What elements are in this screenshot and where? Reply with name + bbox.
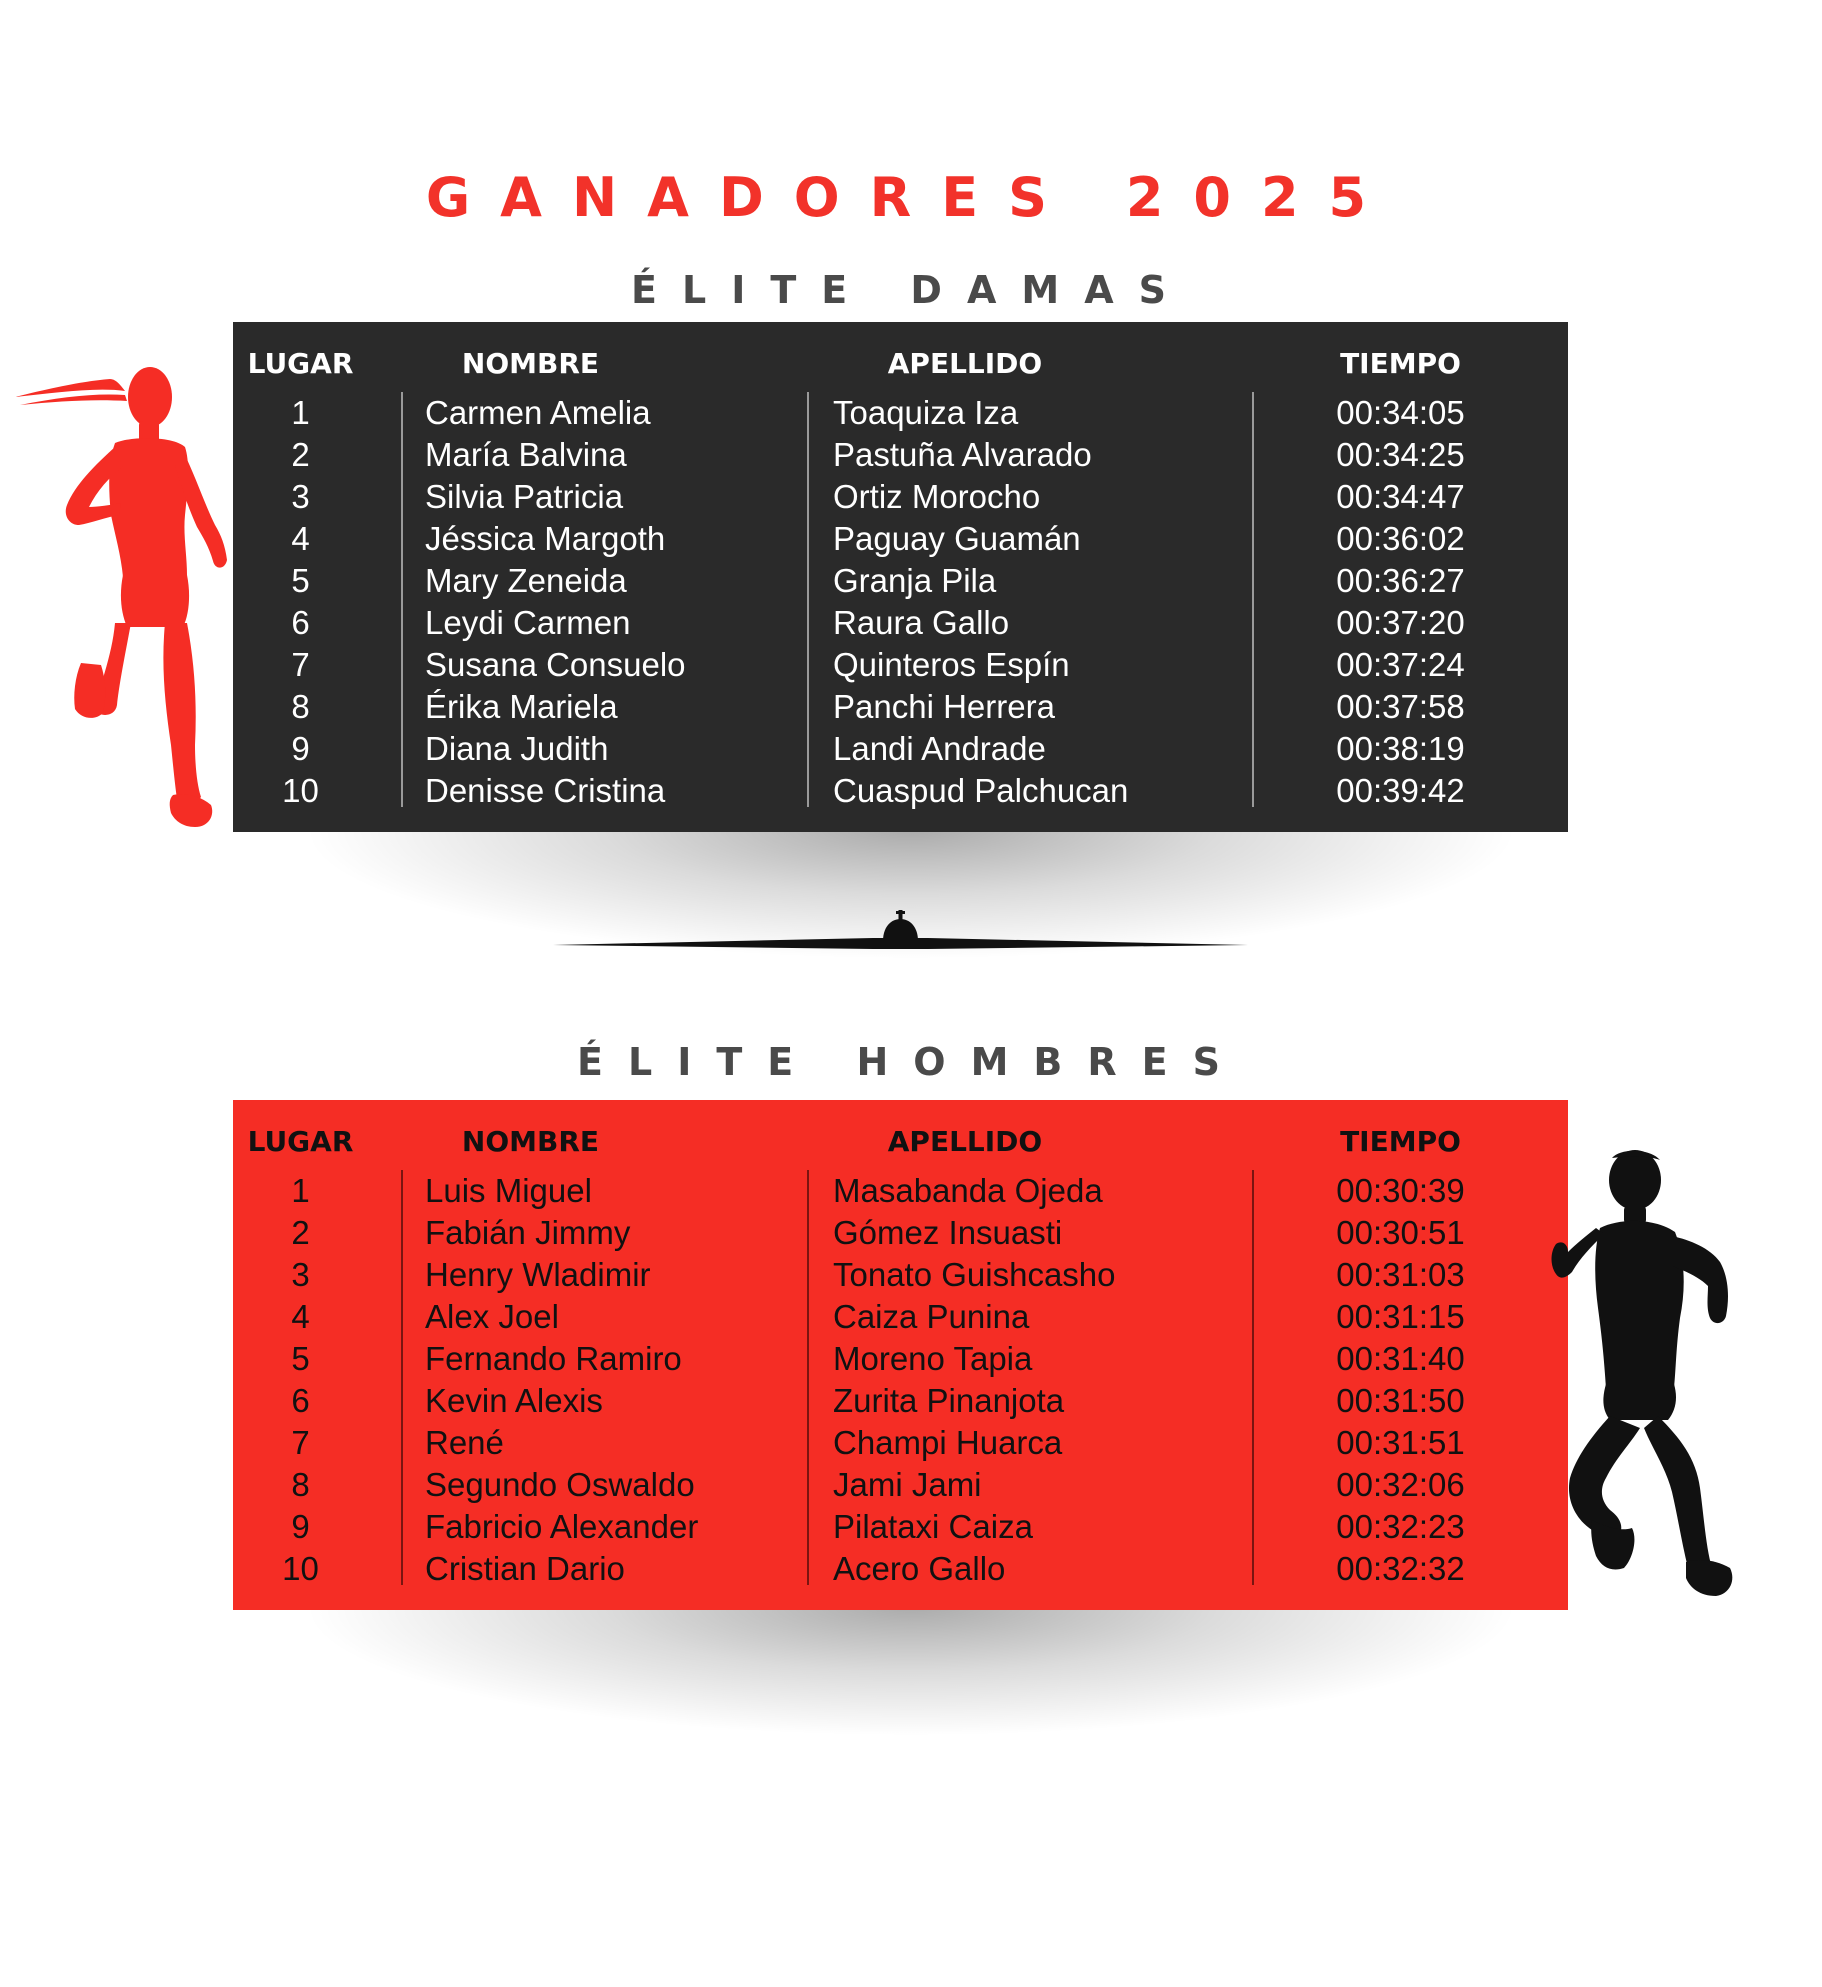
cell-apellido: Toaquiza Iza [833,394,1019,431]
cell-lugar: 9 [291,1508,310,1545]
cell-tiempo: 00:34:47 [1336,478,1465,515]
cell-lugar: 8 [291,688,310,725]
section-title-damas: ÉLITE DAMAS [631,268,1191,312]
cell-nombre: Mary Zeneida [425,562,627,599]
table-row [233,476,1568,518]
cell-lugar: 7 [291,1424,310,1461]
cell-apellido: Jami Jami [833,1466,982,1503]
cell-apellido: Gómez Insuasti [833,1214,1063,1251]
table-row [233,1464,1568,1506]
col-header-nombre: NOMBRE [461,1125,600,1158]
table-row [233,392,1568,434]
cell-tiempo: 00:32:23 [1336,1508,1465,1545]
table-row [233,728,1568,770]
table-row [233,1338,1568,1380]
cell-apellido: Panchi Herrera [833,688,1055,725]
cell-tiempo: 00:31:15 [1336,1298,1465,1335]
cell-tiempo: 00:31:50 [1336,1382,1465,1419]
rows-hombres [233,1170,1568,1590]
cell-lugar: 9 [291,730,310,767]
col-header-lugar: LUGAR [247,347,354,380]
cell-nombre: Carmen Amelia [425,394,651,431]
cell-lugar: 10 [282,1550,319,1587]
cell-tiempo: 00:32:32 [1336,1550,1465,1587]
cell-tiempo: 00:31:51 [1336,1424,1465,1461]
table-row [233,518,1568,560]
cell-nombre: Fernando Ramiro [425,1340,682,1377]
cell-tiempo: 00:34:05 [1336,394,1465,431]
table-row [233,1422,1568,1464]
cell-tiempo: 00:37:58 [1336,688,1465,725]
cell-tiempo: 00:34:25 [1336,436,1465,473]
cell-tiempo: 00:31:03 [1336,1256,1465,1293]
table-row [233,1380,1568,1422]
cell-nombre: Leydi Carmen [425,604,631,641]
cell-nombre: Diana Judith [425,730,609,767]
cell-tiempo: 00:37:20 [1336,604,1465,641]
male-runner-icon [1540,1148,1755,1603]
col-header-tiempo: TIEMPO [1340,347,1461,380]
cell-nombre: Luis Miguel [425,1172,592,1209]
cell-lugar: 5 [291,1340,310,1377]
cell-apellido: Pastuña Alvarado [833,436,1092,473]
cell-apellido: Cuaspud Palchucan [833,772,1129,809]
panel-shadow [300,1607,1522,1737]
cell-apellido: Quinteros Espín [833,646,1070,683]
cell-nombre: Kevin Alexis [425,1382,603,1419]
table-row [233,686,1568,728]
cell-tiempo: 00:38:19 [1336,730,1465,767]
cell-nombre: Cristian Dario [425,1550,625,1587]
cell-apellido: Acero Gallo [833,1550,1006,1587]
female-runner-icon [15,365,250,830]
cell-lugar: 1 [291,1172,310,1209]
cell-nombre: Fabián Jimmy [425,1214,631,1251]
cell-apellido: Tonato Guishcasho [833,1256,1116,1293]
table-row [233,1506,1568,1548]
cell-tiempo: 00:30:39 [1336,1172,1465,1209]
table-row [233,644,1568,686]
cell-lugar: 10 [282,772,319,809]
cell-tiempo: 00:30:51 [1336,1214,1465,1251]
cell-lugar: 3 [291,478,310,515]
cell-tiempo: 00:36:02 [1336,520,1465,557]
cell-nombre: Érika Mariela [425,688,618,725]
table-row [233,434,1568,476]
cell-nombre: Silvia Patricia [425,478,624,515]
cell-lugar: 2 [291,1214,310,1251]
results-table-hombres [233,1100,1568,1610]
col-header-apellido: APELLIDO [887,347,1043,380]
cell-tiempo: 00:37:24 [1336,646,1465,683]
cell-apellido: Moreno Tapia [833,1340,1033,1377]
cell-tiempo: 00:36:27 [1336,562,1465,599]
cell-lugar: 4 [291,1298,310,1335]
cell-lugar: 1 [291,394,310,431]
cell-tiempo: 00:39:42 [1336,772,1465,809]
cell-nombre: Fabricio Alexander [425,1508,699,1545]
table-row [233,602,1568,644]
cell-tiempo: 00:32:06 [1336,1466,1465,1503]
col-header-apellido: APELLIDO [887,1125,1043,1158]
cell-lugar: 5 [291,562,310,599]
cell-apellido: Paguay Guamán [833,520,1081,557]
cell-apellido: Champi Huarca [833,1424,1063,1461]
cell-lugar: 8 [291,1466,310,1503]
cell-lugar: 2 [291,436,310,473]
cell-nombre: Denisse Cristina [425,772,666,809]
table-row [233,1548,1568,1590]
church-dome-divider-icon [553,905,1248,955]
cell-nombre: Henry Wladimir [425,1256,651,1293]
section-title-hombres: ÉLITE HOMBRES [577,1040,1245,1084]
cell-lugar: 4 [291,520,310,557]
col-header-tiempo: TIEMPO [1340,1125,1461,1158]
cell-lugar: 6 [291,604,310,641]
table-row [233,770,1568,812]
rows-damas [233,392,1568,812]
cell-nombre: Segundo Oswaldo [425,1466,695,1503]
col-header-nombre: NOMBRE [461,347,600,380]
cell-nombre: María Balvina [425,436,627,473]
cell-nombre: Susana Consuelo [425,646,686,683]
table-row [233,1296,1568,1338]
table-row [233,1254,1568,1296]
cell-apellido: Granja Pila [833,562,997,599]
cell-apellido: Landi Andrade [833,730,1046,767]
cell-lugar: 6 [291,1382,310,1419]
cell-apellido: Ortiz Morocho [833,478,1041,515]
table-row [233,560,1568,602]
cell-tiempo: 00:31:40 [1336,1340,1465,1377]
cell-apellido: Masabanda Ojeda [833,1172,1103,1209]
page-title: GANADORES 2025 [425,166,1397,229]
results-table-damas [233,322,1568,832]
table-row [233,1212,1568,1254]
cell-nombre: Jéssica Margoth [425,520,666,557]
cell-apellido: Caiza Punina [833,1298,1030,1335]
cell-nombre: Alex Joel [425,1298,559,1335]
cell-lugar: 3 [291,1256,310,1293]
cell-apellido: Raura Gallo [833,604,1010,641]
cell-apellido: Pilataxi Caiza [833,1508,1033,1545]
cell-apellido: Zurita Pinanjota [833,1382,1065,1419]
cell-lugar: 7 [291,646,310,683]
col-header-lugar: LUGAR [247,1125,354,1158]
cell-nombre: René [425,1424,504,1461]
table-row [233,1170,1568,1212]
